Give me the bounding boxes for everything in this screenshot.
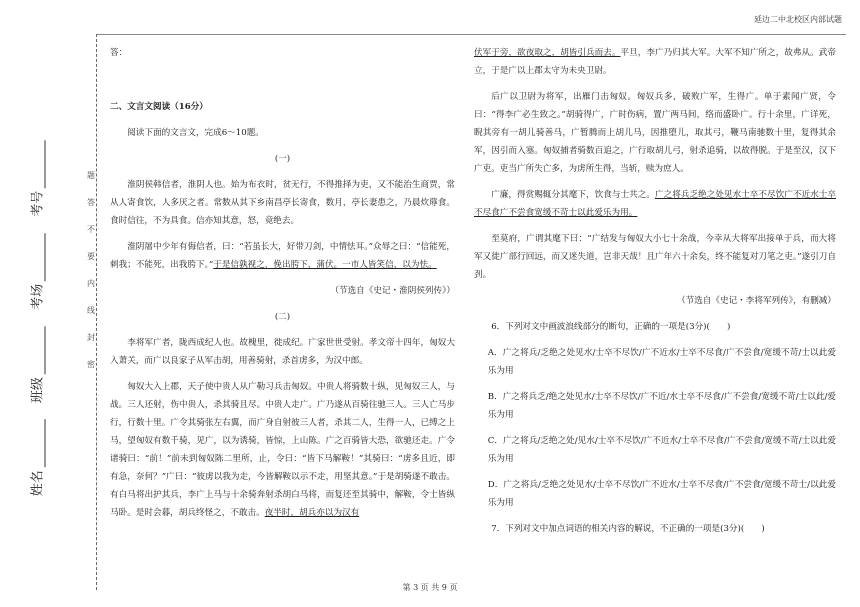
header-rule bbox=[96, 34, 846, 35]
seal-line-text: 题 答 不 要 内 线 封 密 bbox=[87, 171, 95, 369]
passage2-para3: 后广以卫尉为将军，出雁门击匈奴。匈奴兵多，破败广军，生得广。单于素闻广贤，令曰：“得李广必生致之。”胡骑得广，广时伤病，置广两马间，络而盛卧广。行十余里，广详死，睨其旁有一胡儿骑善马，广暂腾而上胡儿马，因推堕儿，取其弓，鞭马南驰数十里，复得其余军，因引而入塞。匈奴捕者骑数百追之，广行取胡儿弓，射杀追骑，以故得脱。于是至汉，汉下广吏。吏当广所失亡多，为虏所生得，当斩，赎为庶人。 bbox=[474, 92, 836, 174]
passage2-para4: 广廉，得赏赐辄分其麾下，饮食与士共之。广之将兵乏绝之处见水士卒不尽饮广不近水士卒不尽食广不尝食宽缓不苛士以此爱乐为用。 bbox=[474, 190, 836, 218]
answer-prompt: 答： bbox=[110, 48, 128, 58]
passage1-para2: 淮阴屠中少年有侮信者，曰：“若虽长大，好带刀剑，中情怯耳。”众辱之曰：“信能死，刺我；不能死，出我胯下。”于是信孰视之，俛出胯下，蒲伏。一市人皆笑信，以为怯。 bbox=[110, 242, 455, 270]
section-title: 二、文言文阅读（16分） bbox=[110, 102, 208, 112]
underlined-sentence: 于是信孰视之，俛出胯下，蒲伏。一市人皆笑信，以为怯。 bbox=[213, 260, 437, 270]
source1: （节选自《史记・淮阴侯列传》） bbox=[330, 286, 455, 296]
passage2-para1: 李将军广者，陇西成纪人也。故槐里，徙成纪。广家世世受射。孝文帝十四年，匈奴大入萧关，而广以良家子从军击胡，用善骑射，杀首虏多，为汉中郎。 bbox=[110, 338, 455, 366]
name-field: 姓名 bbox=[27, 419, 46, 496]
page-number: 第 3 页 共 9 页 bbox=[402, 583, 458, 592]
q6-option-c: C．广之将兵/乏绝之处/见水/士卒不尽饮/广不近水/士卒不尽食/广不尝食/宽缓不苛/士以此爱乐为用 bbox=[487, 436, 836, 464]
underlined-sentence: 夜半时，胡兵亦以为汉有 bbox=[264, 508, 360, 518]
question-7: 7．下列对文中加点词语的相关内容的解说，不正确的一项是(3分)( ) bbox=[491, 524, 765, 534]
passage2-continued: 伏军于旁，欲夜取之，胡皆引兵而去。平旦，李广乃归其大军。大军不知广所之，故弗从。武帝立，于是广以上郡太守为未央卫尉。 bbox=[474, 48, 836, 76]
q6-option-a: A．广之将兵/乏绝之处见水/士卒不尽饮/广不近水/士卒不尽食/广不尝食/宽缓不苛/士以此爱乐为用 bbox=[487, 348, 836, 376]
q6-option-d: D．广之将兵/乏绝之处见水/士卒不尽饮/广不近水/士卒不尽食/广不尝食/宽缓不苛士/以此爱乐为用 bbox=[487, 480, 836, 508]
room-field: 考场 bbox=[27, 233, 46, 310]
part1-marker: (一) bbox=[274, 154, 291, 164]
exam-number-field: 考号 bbox=[27, 140, 46, 217]
underlined-sentence: 伏军于旁，欲夜取之，胡皆引兵而去。 bbox=[474, 48, 621, 58]
part2-marker: (二) bbox=[274, 312, 291, 322]
page-header: 延边二中北校区内部试题 bbox=[754, 15, 842, 24]
right-column bbox=[474, 44, 836, 538]
student-info-fields bbox=[27, 134, 46, 502]
passage2-para2: 匈奴大入上郡，天子使中贵人从广勒习兵击匈奴。中贵人将骑数十纵，见匈奴三人，与战。三人还射，伤中贵人，杀其骑且尽。中贵人走广。广乃遂从百骑往驰三人。三人亡马步行，行数十里。广令其骑张左右翼，而广身自射彼三人者，杀其二人，生得一人，已缚之上马，望匈奴有数千骑，见广，以为诱骑，皆惊，上山陈。广之百骑皆大恐，欲驰还走。广令诸骑曰：“前！”前未到匈奴陈二里所，止，令曰：“皆下马解鞍！”其骑曰：“虏多且近，即有急，奈何？”广曰：“彼虏以我为走，今皆解鞍以示不走，用坚其意。”于是胡骑遂不敢击。有白马将出护其兵，李广上马与十余骑奔射杀胡白马将，而复还至其骑中，解鞍，令士皆纵马卧。是时会暮，胡兵终怪之，不敢击。夜半时，胡兵亦以为汉有 bbox=[110, 382, 455, 518]
instruction: 阅读下面的文言文，完成6～10题。 bbox=[127, 128, 264, 138]
wavy-line-sentence: 广之将兵乏绝之处见水士卒不尽饮广不近水士卒不尽食广不尝食宽缓不苛士以此爱乐为用。 bbox=[474, 190, 836, 218]
left-column bbox=[110, 44, 455, 522]
passage2-para5: 至莫府，广谓其麾下曰：“广结发与匈奴大小七十余战，今幸从大将军出接单于兵，而大将军又徙广部行回远，而又迷失道，岂非天哉！且广年六十余矣，终不能复对刀笔之吏。”遂引刀自刭。 bbox=[474, 234, 836, 280]
passage1-para1: 淮阴侯韩信者，淮阴人也。始为布衣时，贫无行，不得推择为吏，又不能治生商贾，常从人寄食饮，人多厌之者。常数从其下乡南昌亭长寄食，数月，亭长妻患之，乃晨炊蓐食。食时信往，不为具食。信亦知其意，怒，竟绝去。 bbox=[110, 180, 455, 226]
question-6: 6．下列对文中画波浪线部分的断句，正确的一项是(3分)( ) bbox=[491, 322, 731, 332]
class-field: 班级 bbox=[27, 326, 46, 403]
q6-option-b: B．广之将兵乏/绝之处见水/士卒不尽饮/广不近/水士卒不尽食/广不尝食/宽缓不苛/士以此/爱乐为用 bbox=[487, 392, 836, 420]
source2: （节选自《史记・李将军列传》，有删减） bbox=[677, 296, 836, 306]
